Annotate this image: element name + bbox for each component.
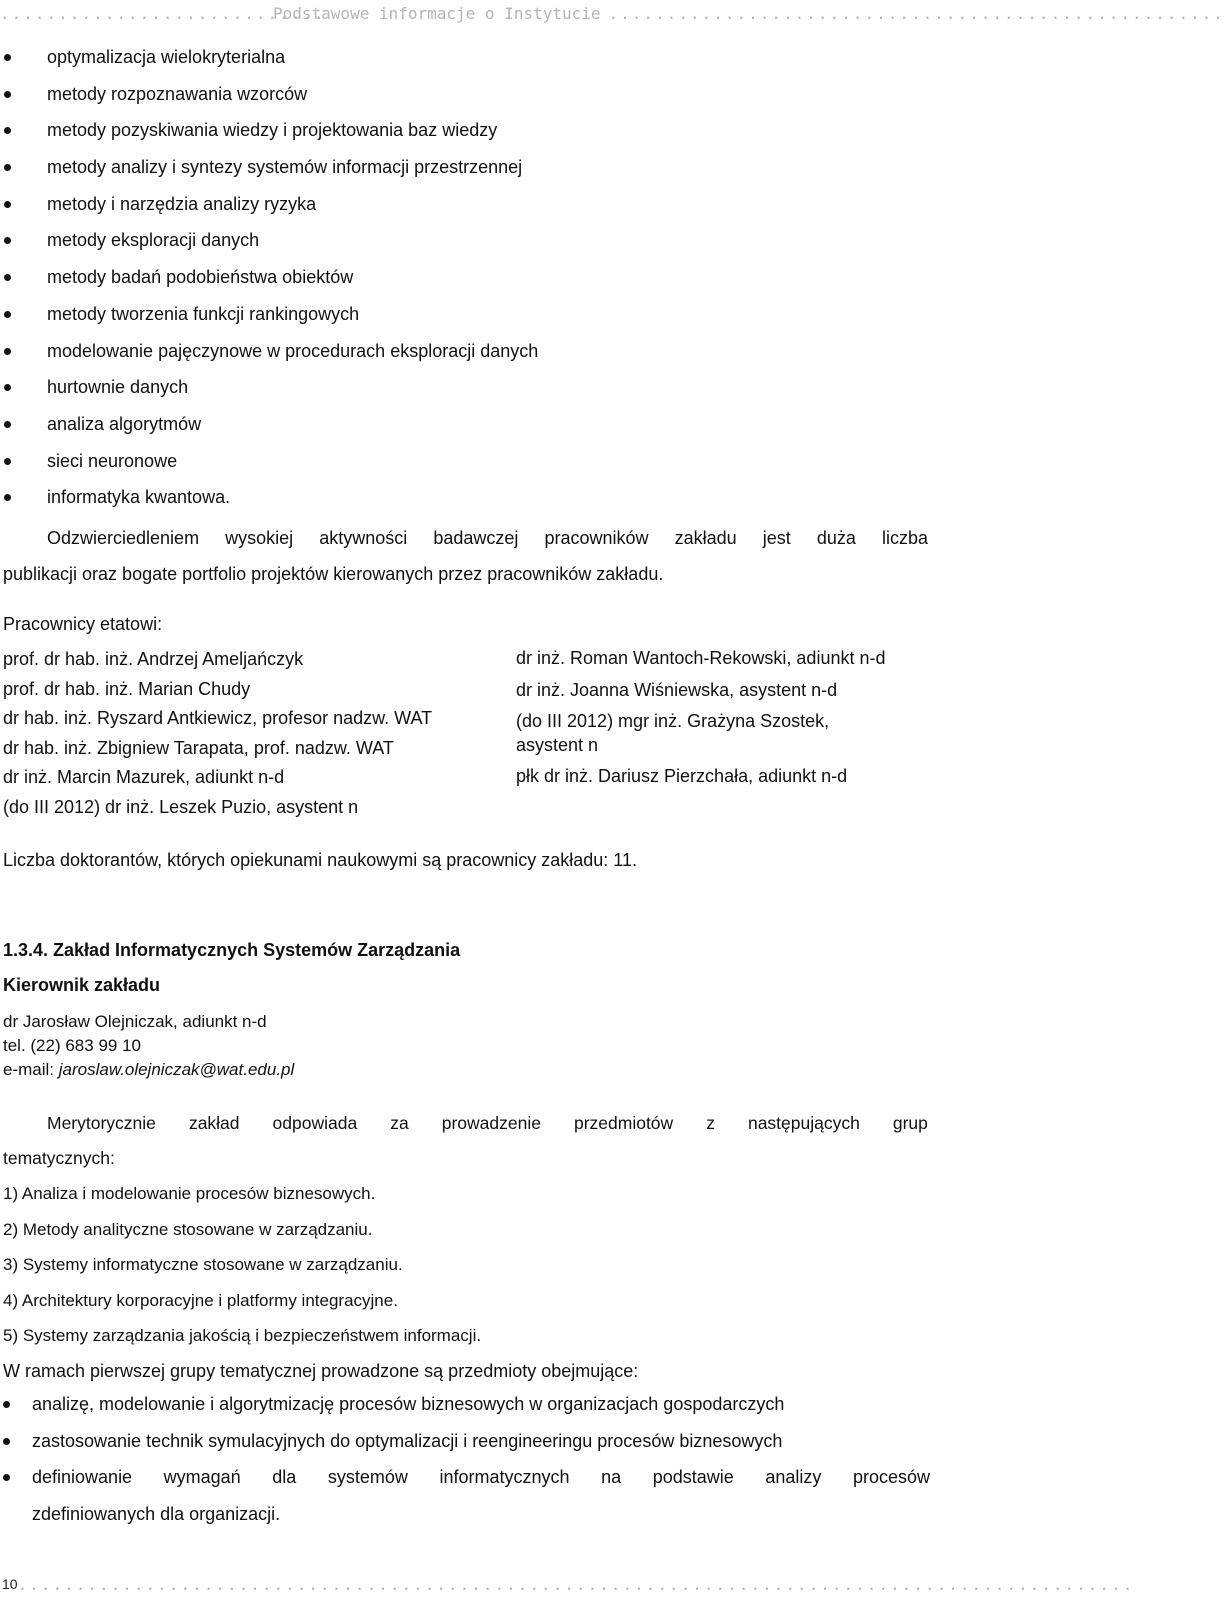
paragraph-line [3, 520, 928, 556]
list-item-text: metody rozpoznawania wzorców [47, 83, 308, 104]
list-item [0, 112, 940, 149]
first-group-intro: W ramach pierwszej grupy tematycznej prowadzone są przedmioty obejmujące: [3, 1360, 639, 1381]
bullet-icon [3, 1474, 10, 1481]
list-item [0, 76, 940, 113]
list-item-text: modelowanie pajęczynowe w procedurach eksploracji danych [47, 340, 539, 361]
staff-member: płk dr inż. Dariusz Pierzchała, adiunkt n-d [516, 766, 848, 786]
staff-list-right [516, 647, 916, 789]
word: zakładu [674, 528, 737, 548]
list-item [0, 222, 940, 259]
thematic-group: 4) Architektury korporacyjne i platformy integracyjne. [3, 1290, 398, 1310]
page-footer [0, 1574, 1135, 1594]
bullet-icon [4, 311, 11, 318]
list-item [0, 1459, 930, 1496]
bullet-icon [4, 384, 11, 391]
thematic-group: 2) Metody analityczne stosowane w zarządzaniu. [3, 1219, 373, 1239]
contact-block [3, 1010, 294, 1082]
word: badawczej [433, 528, 519, 548]
list-item-text: analizę, modelowanie i algorytmizację procesów biznesowych w organizacjach gospodarczych [32, 1394, 785, 1414]
list-item [0, 186, 940, 223]
word: odpowiada [272, 1113, 358, 1133]
staff-member: dr inż. Marcin Mazurek, adiunkt n-d [3, 767, 285, 787]
list-item [0, 333, 940, 370]
section-heading: 1.3.4. Zakład Informatycznych Systemów Zarządzania [3, 940, 461, 960]
word: aktywności [319, 528, 408, 548]
email-line [3, 1058, 294, 1082]
word: pracowników [544, 528, 649, 548]
list-item-text: optymalizacja wielokryterialna [47, 47, 286, 67]
staff-member: (do III 2012) mgr inż. Grażyna Szostek, asystent n [516, 711, 830, 755]
word: jest [762, 528, 791, 548]
bullet-icon [4, 54, 11, 61]
staff-member: (do III 2012) dr inż. Leszek Puzio, asystent n [3, 796, 359, 817]
page-number: 10 [2, 1576, 18, 1592]
staff-member: dr inż. Roman Wantoch-Rekowski, adiunkt n-d [516, 648, 886, 668]
head-name: dr Jarosław Olejniczak, adiunkt n-d [3, 1012, 267, 1031]
bullet-icon [4, 91, 11, 98]
list-item [0, 149, 940, 186]
bullet-icon [4, 201, 11, 208]
word: zakład [188, 1113, 240, 1133]
staff-heading: Pracownicy etatowi: [3, 614, 163, 634]
paragraph-line: publikacji oraz bogate portfolio projektów kierowanych przez pracowników zakładu. [3, 564, 664, 584]
thematic-groups-list [3, 1176, 638, 1389]
word: duża [816, 528, 856, 548]
list-item [0, 1423, 930, 1460]
word: następujących [747, 1113, 860, 1133]
thematic-group: 5) Systemy zarządzania jakością i bezpieczeństwem informacji. [3, 1326, 482, 1345]
word: za [390, 1113, 409, 1133]
staff-member: prof. dr hab. inż. Andrzej Ameljańczyk [3, 649, 304, 669]
email-link[interactable]: jaroslaw.olejniczak@wat.edu.pl [58, 1060, 295, 1079]
paragraph-line: tematycznych: [3, 1148, 115, 1168]
staff-member: dr inż. Joanna Wiśniewska, asystent n-d [516, 679, 838, 700]
staff-member: prof. dr hab. inż. Marian Chudy [3, 678, 251, 699]
list-item-text: metody eksploracji danych [47, 230, 260, 251]
staff-list-left [3, 645, 432, 822]
list-item-text: sieci neuronowe [47, 450, 178, 471]
research-paragraph [3, 520, 928, 592]
list-item [0, 1386, 930, 1423]
list-item-text: analiza algorytmów [47, 413, 202, 434]
bullet-icon [4, 348, 11, 355]
list-item-text: zastosowanie technik symulacyjnych do optymalizacji i reengineeringu procesów biznesowych [32, 1430, 783, 1451]
word: Merytorycznie [47, 1113, 156, 1133]
header-title: Podstawowe informacje o Instytucie [273, 3, 601, 23]
list-item [0, 369, 940, 406]
email-label: e-mail: [3, 1060, 59, 1079]
header-dots-right: ..................................................... [608, 3, 1225, 23]
staff-member: dr hab. inż. Ryszard Antkiewicz, profesor nadzw. WAT [3, 708, 433, 728]
list-item-text: zdefiniowanych dla organizacji. [32, 1503, 281, 1524]
header-dots-left: ............................ [0, 3, 326, 23]
list-item-text: informatyka kwantowa. [47, 487, 231, 508]
running-header [0, 0, 1225, 26]
bullet-icon [3, 1438, 10, 1445]
bullet-icon [3, 1401, 10, 1408]
bullet-icon [4, 494, 11, 501]
bullet-icon [4, 164, 11, 171]
list-item-text: metody pozyskiwania wiedzy i projektowania baz wiedzy [47, 120, 498, 141]
list-item [0, 406, 940, 443]
list-item-text: definiowanie wymagań dla systemów informatycznych na podstawie analizy procesów [32, 1467, 930, 1487]
footer-dots: ................................................................................................ [17, 1574, 1135, 1594]
word: grup [892, 1113, 928, 1133]
list-item [0, 479, 940, 516]
list-item-text: metody tworzenia funkcji rankingowych [47, 303, 360, 324]
word: Odzwierciedleniem [47, 528, 200, 548]
bullet-icon [4, 237, 11, 244]
staff-member: dr hab. inż. Zbigniew Tarapata, prof. nadzw. WAT [3, 737, 394, 758]
bullet-icon [4, 458, 11, 465]
list-item-text: metody badań podobieństwa obiektów [47, 267, 354, 288]
word: prowadzenie [441, 1113, 541, 1133]
bullet-icon [4, 127, 11, 134]
research-topics-list [0, 39, 940, 516]
head-of-department-label: Kierownik zakładu [3, 975, 161, 995]
paragraph-line [3, 1106, 928, 1141]
doctoral-students-note: Liczba doktorantów, których opiekunami naukowymi są pracownicy zakładu: 11. [3, 850, 637, 870]
first-group-subjects-list [0, 1386, 930, 1532]
word: przedmiotów [573, 1113, 674, 1133]
list-item [0, 259, 940, 296]
list-item-continuation [0, 1496, 930, 1533]
list-item-text: metody analizy i syntezy systemów informacji przestrzennej [47, 157, 523, 178]
list-item-text: metody i narzędzia analizy ryzyka [47, 193, 317, 214]
list-item [0, 443, 940, 480]
thematic-group: 3) Systemy informatyczne stosowane w zarządzaniu. [3, 1255, 403, 1274]
bullet-icon [4, 421, 11, 428]
word: liczba [881, 528, 928, 548]
list-item [0, 39, 940, 76]
list-item-text: hurtownie danych [47, 377, 189, 398]
word: wysokiej [225, 528, 294, 548]
word: z [706, 1113, 715, 1133]
scope-paragraph [3, 1106, 928, 1176]
list-item [0, 296, 940, 333]
phone-number: tel. (22) 683 99 10 [3, 1036, 141, 1055]
thematic-group: 1) Analiza i modelowanie procesów biznesowych. [3, 1184, 376, 1203]
bullet-icon [4, 274, 11, 281]
